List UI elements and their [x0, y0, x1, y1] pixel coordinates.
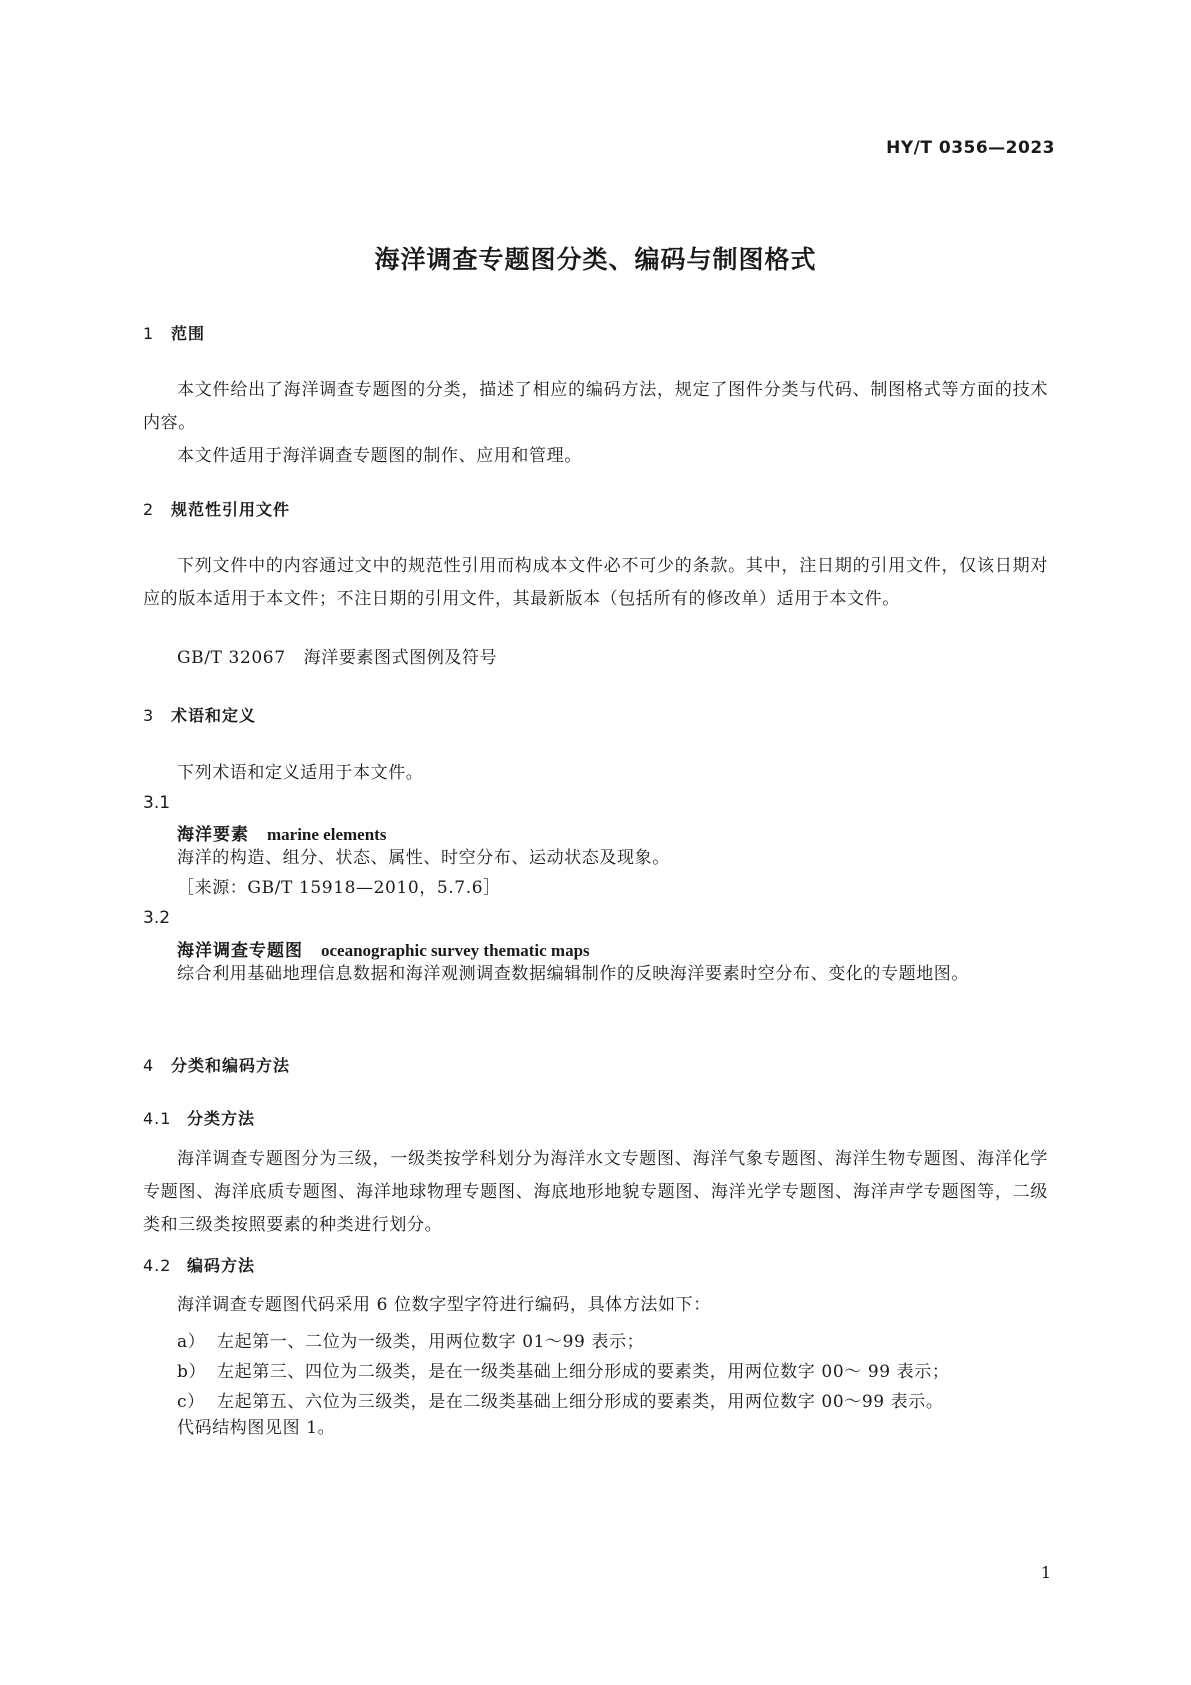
- section-3-heading: [143, 703, 256, 726]
- reference-title: 海洋要素图式图例及符号: [303, 648, 498, 668]
- list-item: [177, 1357, 949, 1382]
- list-item: [177, 1387, 943, 1412]
- section-number: 2: [143, 500, 155, 519]
- term-3-1-definition: 海洋的构造、组分、状态、属性、时空分布、运动状态及现象。: [177, 848, 670, 868]
- term-3-2-definition: 综合利用基础地理信息数据和海洋观测调查数据编辑制作的反映海洋要素时空分布、变化的专题地图。: [177, 964, 969, 984]
- section-title: 术语和定义: [171, 706, 257, 725]
- section-title: 规范性引用文件: [171, 500, 291, 519]
- list-text: 左起第三、四位为二级类，是在一级类基础上细分形成的要素类，用两位数字 00～ 99 表示；: [217, 1362, 950, 1382]
- term-name-cn: 海洋要素: [177, 825, 249, 845]
- section-number: 3: [143, 706, 155, 725]
- section-4-1-heading: [143, 1106, 255, 1129]
- term-3-1-name: [177, 820, 386, 845]
- section-number: 1: [143, 324, 155, 343]
- list-marker: b）: [177, 1362, 207, 1382]
- section-title: 范围: [171, 324, 206, 343]
- section-1-heading: [143, 321, 205, 344]
- standard-code: HY/T 0356—2023: [886, 138, 1055, 158]
- term-name-en: oceanographic survey thematic maps: [321, 941, 590, 960]
- list-item: [177, 1327, 644, 1352]
- subsection-title: 分类方法: [187, 1109, 256, 1128]
- section-4-heading: [143, 1053, 290, 1076]
- section-3-intro: 下列术语和定义适用于本文件。: [177, 763, 424, 783]
- list-text: 左起第一、二位为一级类，用两位数字 01～99 表示；: [217, 1332, 645, 1352]
- term-3-2-number: 3.2: [143, 908, 171, 928]
- page-number: 1: [1040, 1563, 1051, 1582]
- section-2-paragraph-1: 下列文件中的内容通过文中的规范性引用而构成本文件必不可少的条款。其中，注日期的引用文件，仅该日期对应的版本适用于本文件；不注日期的引用文件，其最新版本（包括所有的修改单）适用于本文件。: [143, 556, 1048, 609]
- section-4-2-outro: 代码结构图见图 1。: [177, 1418, 336, 1438]
- section-1-paragraph-2: 本文件适用于海洋调查专题图的制作、应用和管理。: [177, 446, 582, 466]
- section-4-1-paragraph-1: 海洋调查专题图分为三级，一级类按学科划分为海洋水文专题图、海洋气象专题图、海洋生物专题图、海洋化学专题图、海洋底质专题图、海洋地球物理专题图、海底地形地貌专题图、海洋光学专题图、海洋声学专题图等，二级类和三级类按照要素的种类进行划分。: [143, 1149, 1048, 1235]
- section-1-paragraph-1: 本文件给出了海洋调查专题图的分类，描述了相应的编码方法，规定了图件分类与代码、制图格式等方面的技术内容。: [143, 380, 1048, 433]
- term-name-cn: 海洋调查专题图: [177, 941, 303, 961]
- section-number: 4: [143, 1056, 155, 1075]
- section-4-2-intro: 海洋调查专题图代码采用 6 位数字型字符进行编码，具体方法如下：: [177, 1295, 711, 1315]
- term-3-1-number: 3.1: [143, 793, 171, 813]
- subsection-number: 4.2: [143, 1256, 172, 1275]
- reference-code: GB/T 32067: [177, 648, 286, 668]
- list-marker: c）: [177, 1392, 205, 1412]
- normative-reference: [177, 643, 497, 668]
- subsection-number: 4.1: [143, 1109, 172, 1128]
- term-3-1-source: ［来源：GB/T 15918—2010，5.7.6］: [177, 878, 501, 898]
- section-title: 分类和编码方法: [171, 1056, 291, 1075]
- section-2-heading: [143, 497, 290, 520]
- list-marker: a）: [177, 1332, 206, 1352]
- term-name-en: marine elements: [267, 825, 387, 844]
- document-title: 海洋调查专题图分类、编码与制图格式: [374, 245, 817, 274]
- list-text: 左起第五、六位为三级类，是在二级类基础上细分形成的要素类，用两位数字 00～99 表示。: [217, 1392, 944, 1412]
- section-4-2-heading: [143, 1253, 255, 1276]
- subsection-title: 编码方法: [187, 1256, 256, 1275]
